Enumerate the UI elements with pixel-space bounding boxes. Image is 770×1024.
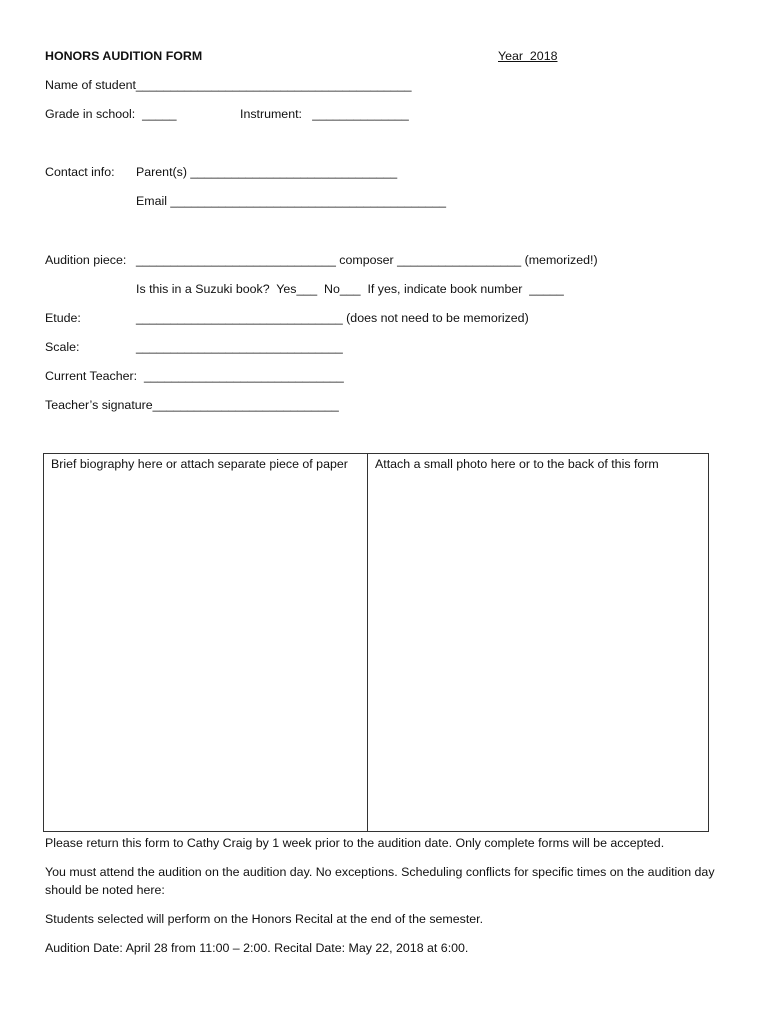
instrument-field[interactable]: Instrument: ______________ xyxy=(240,107,409,121)
photo-cell-label: Attach a small photo here or to the back of this form xyxy=(375,457,659,471)
recital-note: Students selected will perform on the Honors Recital at the end of the semester. xyxy=(45,912,484,926)
photo-cell[interactable] xyxy=(367,453,709,832)
grade-field[interactable]: Grade in school: _____ xyxy=(45,107,177,121)
scale-field[interactable]: ______________________________ xyxy=(136,340,343,354)
contact-info-label: Contact info: xyxy=(45,165,115,179)
audition-piece-label: Audition piece: xyxy=(45,253,127,267)
biography-cell-label: Brief biography here or attach separate piece of paper xyxy=(51,457,348,471)
student-name-field[interactable]: Name of student________________________________________ xyxy=(45,78,412,92)
audition-piece-field[interactable]: _____________________________ composer __________________ (memorized!) xyxy=(136,253,598,267)
attendance-note: You must attend the audition on the audition day. No exceptions. Scheduling conflicts for specific times on the audition day should be noted here: xyxy=(45,865,715,897)
etude-field[interactable]: ______________________________ (does not need to be memorized) xyxy=(136,311,529,325)
form-title: HONORS AUDITION FORM xyxy=(45,49,203,63)
form-year: Year 2018 xyxy=(498,49,558,63)
biography-cell[interactable] xyxy=(43,453,368,832)
scale-label: Scale: xyxy=(45,340,80,354)
parents-field[interactable]: Parent(s) ______________________________ xyxy=(136,165,398,179)
suzuki-book-field[interactable]: Is this in a Suzuki book? Yes___ No___ If yes, indicate book number _____ xyxy=(136,282,564,296)
current-teacher-field[interactable]: Current Teacher: _____________________________ xyxy=(45,369,344,383)
dates-note: Audition Date: April 28 from 11:00 – 2:00. Recital Date: May 22, 2018 at 6:00. xyxy=(45,941,469,955)
email-field[interactable]: Email ________________________________________ xyxy=(136,194,447,208)
etude-label: Etude: xyxy=(45,311,81,325)
teacher-signature-field[interactable]: Teacher’s signature___________________________ xyxy=(45,398,339,412)
return-instructions: Please return this form to Cathy Craig by 1 week prior to the audition date. Only complete forms will be accepted. xyxy=(45,836,665,850)
